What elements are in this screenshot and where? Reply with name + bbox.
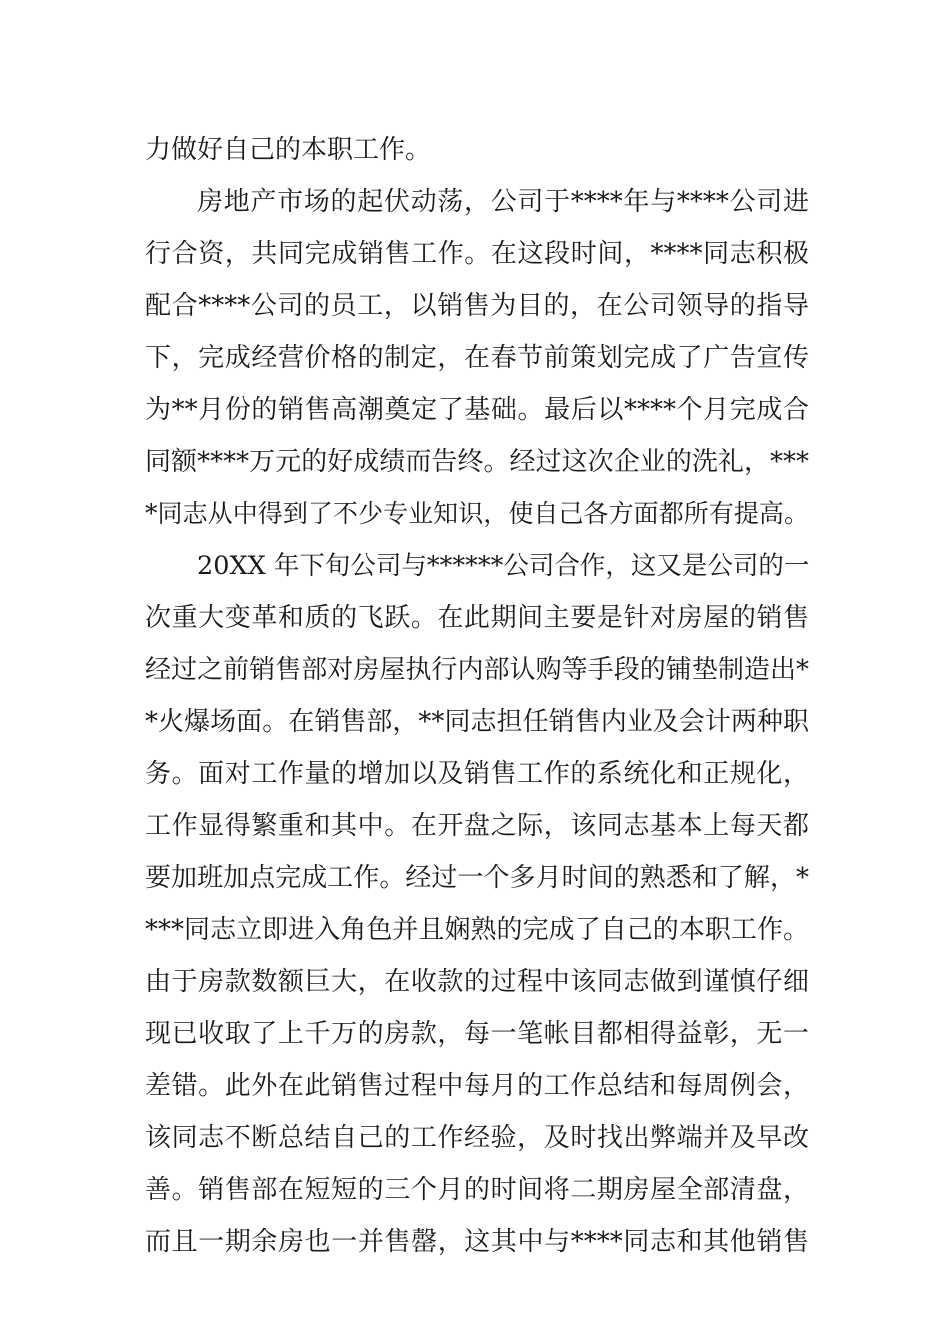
text-line: 20XX 年下旬公司与******公司合作，这又是公司的一 (197, 551, 809, 581)
text-line: 行合资，共同完成销售工作。在这段时间，****同志积极 (145, 239, 809, 269)
text-line: 经过之前销售部对房屋执行内部认购等手段的铺垫制造出* (145, 655, 809, 685)
text-line: 而且一期余房也一并售罄，这其中与****同志和其他销售 (145, 1227, 809, 1257)
text-line: 力做好自己的本职工作。 (145, 135, 432, 165)
text-line: 差错。此外在此销售过程中每月的工作总结和每周例会， (145, 1071, 809, 1101)
text-line: 工作显得繁重和其中。在开盘之际，该同志基本上每天都 (145, 811, 809, 841)
text-line: *同志从中得到了不少专业知识，使自己各方面都所有提高。 (145, 499, 809, 528)
text-line: 善。销售部在短短的三个月的时间将二期房屋全部清盘， (145, 1175, 809, 1205)
text-line: 现已收取了上千万的房款，每一笔帐目都相得益彰，无一 (145, 1019, 809, 1049)
text-line: 要加班加点完成工作。经过一个多月时间的熟悉和了解，* (145, 863, 809, 893)
text-line: 配合****公司的员工，以销售为目的，在公司领导的指导 (145, 291, 809, 321)
text-line: 由于房款数额巨大，在收款的过程中该同志做到谨慎仔细 (145, 967, 809, 997)
text-line: 次重大变革和质的飞跃。在此期间主要是针对房屋的销售 (145, 603, 809, 633)
text-line: 务。面对工作量的增加以及销售工作的系统化和正规化， (145, 759, 809, 789)
text-line: 为**月份的销售高潮奠定了基础。最后以****个月完成合 (145, 395, 809, 425)
text-line: 同额****万元的好成绩而告终。经过这次企业的洗礼，*** (145, 447, 809, 477)
text-line: ***同志立即进入角色并且娴熟的完成了自己的本职工作。 (145, 915, 809, 945)
text-line: 该同志不断总结自己的工作经验，及时找出弊端并及早改 (145, 1123, 809, 1153)
text-line: 房地产市场的起伏动荡，公司于****年与****公司进 (197, 187, 809, 217)
text-line: *火爆场面。在销售部，**同志担任销售内业及会计两种职 (145, 707, 809, 737)
text-line: 下，完成经营价格的制定，在春节前策划完成了广告宣传 (145, 343, 809, 373)
